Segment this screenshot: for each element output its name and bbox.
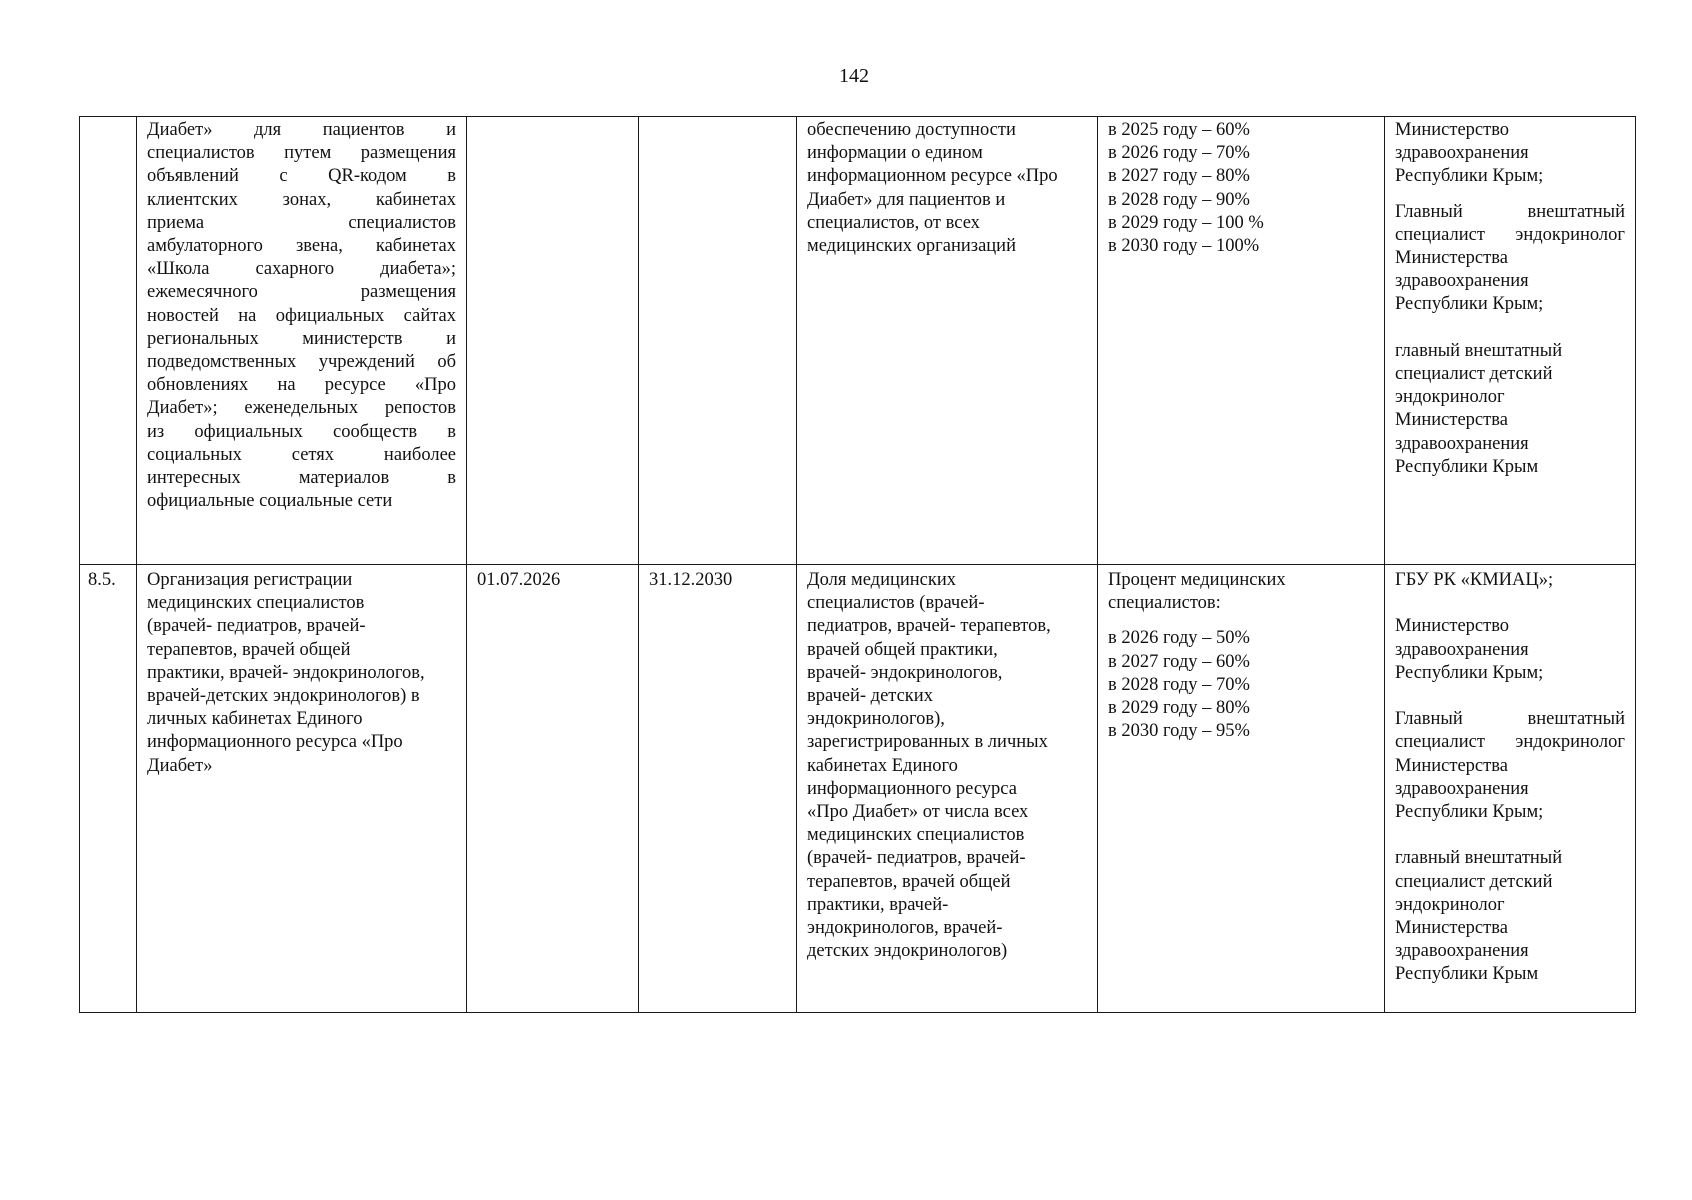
responsible-line: специалист эндокринолог — [1395, 224, 1625, 245]
target-value-cell — [1098, 117, 1385, 565]
indicator-text-line: детских эндокринологов) — [807, 941, 1008, 962]
event-text-line: новостей на официальных сайтах — [147, 305, 456, 326]
responsible-line: главный внештатный — [1395, 848, 1563, 869]
event-text-line: врачей-детских эндокринологов) в — [147, 686, 420, 707]
event-text-line: Диабет» — [147, 755, 213, 776]
indicator-text-line: информационном ресурсе «Про — [807, 166, 1058, 187]
responsible-line: Министерство — [1395, 616, 1510, 637]
responsible-line: Республики Крым — [1395, 456, 1539, 477]
event-text-line: медицинских специалистов — [147, 593, 365, 614]
start-date-cell — [467, 117, 639, 565]
indicator-text-line: специалистов (врачей- — [807, 593, 985, 614]
responsible-line: здравоохранения — [1395, 639, 1529, 660]
target-value-line: в 2026 году – 70% — [1108, 143, 1250, 164]
responsible-line: ГБУ РК «КМИАЦ»; — [1395, 570, 1554, 590]
responsible-line: Республики Крым — [1395, 964, 1539, 985]
event-text-line: интересных материалов в — [147, 468, 456, 489]
indicator-text-line: терапевтов, врачей общей — [807, 871, 1011, 892]
event-text-line: амбулаторного звена, кабинетах — [147, 236, 456, 257]
responsible-line: Министерства — [1395, 410, 1508, 431]
plan-table — [79, 116, 1636, 1013]
responsible-line: Главный внештатный — [1395, 201, 1625, 222]
start-date-cell: 01.07.2026 — [467, 565, 639, 1013]
responsible-line: здравоохранения — [1395, 433, 1529, 454]
event-text-line: из официальных сообществ в — [147, 421, 456, 442]
indicator-cell — [797, 117, 1098, 565]
indicator-text-line: практики, врачей- — [807, 894, 949, 915]
responsible-cell — [1385, 565, 1636, 1013]
target-value-line: в 2025 году – 60% — [1108, 120, 1250, 140]
page-number: 142 — [839, 65, 869, 87]
event-text-line: практики, врачей- эндокринологов, — [147, 662, 425, 683]
table-row — [80, 117, 1636, 565]
event-text-line: Диабет» для пациентов и — [147, 120, 456, 140]
indicator-text-line: эндокринологов), — [807, 709, 945, 730]
indicator-text-line: Диабет» для пациентов и — [807, 189, 1006, 210]
target-value-line: в 2027 году – 80% — [1108, 166, 1250, 187]
event-text-line: Диабет»; еженедельных репостов — [147, 398, 456, 419]
responsible-line: Министерства — [1395, 755, 1508, 776]
row-number-cell: 8.5. — [80, 565, 137, 1013]
event-text-line: личных кабинетах Единого — [147, 709, 363, 730]
event-text-line: подведомственных учреждений об — [147, 352, 456, 373]
target-value-line: в 2026 году – 50% — [1108, 628, 1250, 649]
responsible-line: Главный внештатный — [1395, 709, 1625, 730]
responsible-line: Республики Крым; — [1395, 294, 1544, 315]
responsible-line: Министерства — [1395, 918, 1508, 938]
responsible-line: Республики Крым; — [1395, 166, 1544, 187]
responsible-line: Министерство — [1395, 120, 1510, 140]
responsible-line: эндокринолог — [1395, 894, 1505, 915]
responsible-line: здравоохранения — [1395, 143, 1529, 164]
event-text-line: (врачей- педиатров, врачей- — [147, 616, 366, 637]
target-value-line: в 2028 году – 90% — [1108, 189, 1250, 210]
responsible-line: здравоохранения — [1395, 778, 1529, 799]
event-text-line: специалистов путем размещения — [147, 143, 456, 164]
target-value-cell — [1098, 565, 1385, 1013]
target-value-line: в 2030 году – 95% — [1108, 721, 1250, 742]
event-text-line: приема специалистов — [147, 212, 456, 233]
responsible-line: здравоохранения — [1395, 941, 1529, 962]
indicator-text-line: медицинских специалистов — [807, 825, 1025, 846]
responsible-line: эндокринолог — [1395, 387, 1505, 408]
indicator-text-line: врачей общей практики, — [807, 639, 998, 660]
event-text-line: обновлениях на ресурсе «Про — [147, 375, 456, 396]
responsible-line: главный внештатный — [1395, 340, 1563, 361]
target-value-line: в 2029 году – 80% — [1108, 698, 1250, 719]
responsible-line: Министерства — [1395, 248, 1508, 269]
event-cell — [137, 565, 467, 1013]
event-text-line: объявлений с QR-кодом в — [147, 166, 456, 187]
indicator-text-line: зарегистрированных в личных — [807, 732, 1048, 753]
table-row — [80, 565, 1636, 1013]
indicator-text-line: информации о едином — [807, 143, 983, 164]
indicator-text-line: эндокринологов, врачей- — [807, 918, 1003, 939]
indicator-text-line: «Про Диабет» от числа всех — [807, 802, 1029, 823]
event-text-line: региональных министерств и — [147, 328, 456, 349]
row-number-cell — [80, 117, 137, 565]
indicator-text-line: кабинетах Единого — [807, 755, 958, 776]
event-text-line: ежемесячного размещения — [147, 282, 456, 303]
responsible-line: специалист эндокринолог — [1395, 732, 1625, 753]
indicator-text-line: обеспечению доступности — [807, 120, 1016, 140]
target-value-line: в 2029 году – 100 % — [1108, 212, 1264, 233]
indicator-text-line: врачей- эндокринологов, — [807, 662, 1003, 683]
event-text-line: официальные социальные сети — [147, 491, 393, 512]
event-text-line: «Школа сахарного диабета»; — [147, 259, 456, 280]
indicator-cell — [797, 565, 1098, 1013]
event-text-line: информационного ресурса «Про — [147, 732, 403, 753]
indicator-text-line: педиатров, врачей- терапевтов, — [807, 616, 1051, 637]
responsible-line: здравоохранения — [1395, 271, 1529, 292]
responsible-cell — [1385, 117, 1636, 565]
indicator-text-line: специалистов, от всех — [807, 212, 980, 233]
responsible-line: Республики Крым; — [1395, 662, 1544, 683]
event-text-line: клиентских зонах, кабинетах — [147, 189, 456, 210]
target-value-line: в 2027 году – 60% — [1108, 651, 1250, 672]
indicator-text-line: врачей- детских — [807, 686, 933, 707]
target-value-line: в 2030 году – 100% — [1108, 236, 1260, 257]
end-date-cell: 31.12.2030 — [639, 565, 797, 1013]
event-text-line: Организация регистрации — [147, 570, 353, 590]
event-cell — [137, 117, 467, 565]
responsible-line: специалист детский — [1395, 364, 1553, 385]
indicator-text-line: (врачей- педиатров, врачей- — [807, 848, 1026, 869]
event-text-line: социальных сетях наиболее — [147, 444, 456, 465]
responsible-line: специалист детский — [1395, 871, 1553, 892]
responsible-line: Республики Крым; — [1395, 802, 1544, 822]
target-value-line: в 2028 году – 70% — [1108, 674, 1250, 695]
indicator-text-line: Доля медицинских — [807, 570, 957, 590]
target-value-header: Процент медицинских специалистов: — [1108, 570, 1286, 614]
indicator-text-line: информационного ресурса — [807, 778, 1017, 799]
end-date-cell — [639, 117, 797, 565]
indicator-text-line: медицинских организаций — [807, 236, 1016, 257]
event-text-line: терапевтов, врачей общей — [147, 639, 351, 660]
